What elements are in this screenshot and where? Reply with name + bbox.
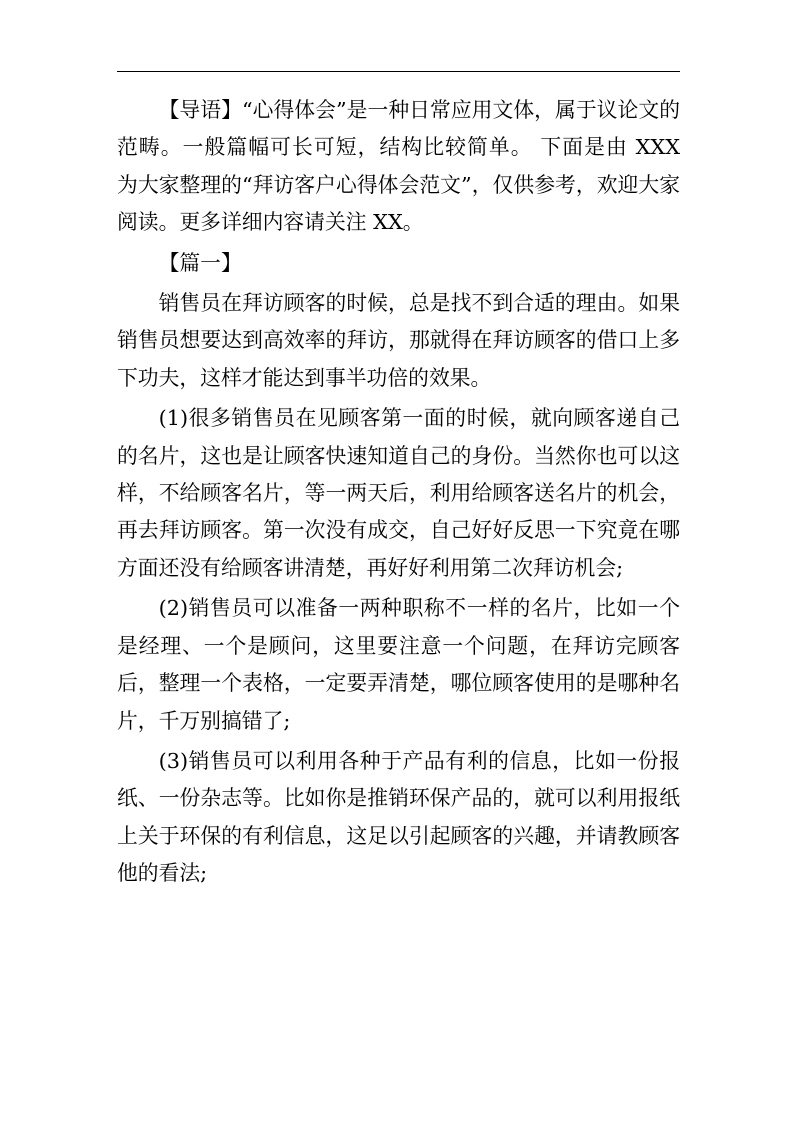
list-item-1: (1)很多销售员在见顾客第一面的时候，就向顾客递自己的名片，这也是让顾客快速知道自己的身份。当然你也可以这样，不给顾客名片，等一两天后，利用给顾客送名片的机会，再去拜访顾客。第一次没有成交，自己好好反思一下究竟在哪方面还没有给顾客讲清楚，再好好利用第二次拜访机会;	[117, 406, 680, 580]
section-heading: 【篇一】	[158, 250, 242, 275]
intro-paragraph: 【导语】“心得体会”是一种日常应用文体，属于议论文的范畴。一般篇幅可长可短，结构比较简单。 下面是由 XXX 为大家整理的“拜访客户心得体会范文”，仅供参考，欢迎大家阅读。更多详细内容请关注 XX。	[117, 98, 680, 235]
list-item-2: (2)销售员可以准备一两种职称不一样的名片，比如一个是经理、一个是顾问，这里要注意一个问题，在拜访完顾客后，整理一个表格，一定要弄清楚，哪位顾客使用的是哪种名片，千万别搞错了;	[117, 596, 680, 733]
body-paragraph: 销售员在拜访顾客的时候，总是找不到合适的理由。如果销售员想要达到高效率的拜访，那就得在拜访顾客的借口上多下功夫，这样才能达到事半功倍的效果。	[117, 291, 680, 390]
header-rule	[117, 71, 680, 72]
document-body	[117, 92, 680, 896]
list-item-3: (3)销售员可以利用各种于产品有利的信息，比如一份报纸、一份杂志等。比如你是推销环保产品的，就可以利用报纸上关于环保的有利信息，这足以引起顾客的兴趣，并请教顾客他的看法;	[117, 748, 680, 886]
